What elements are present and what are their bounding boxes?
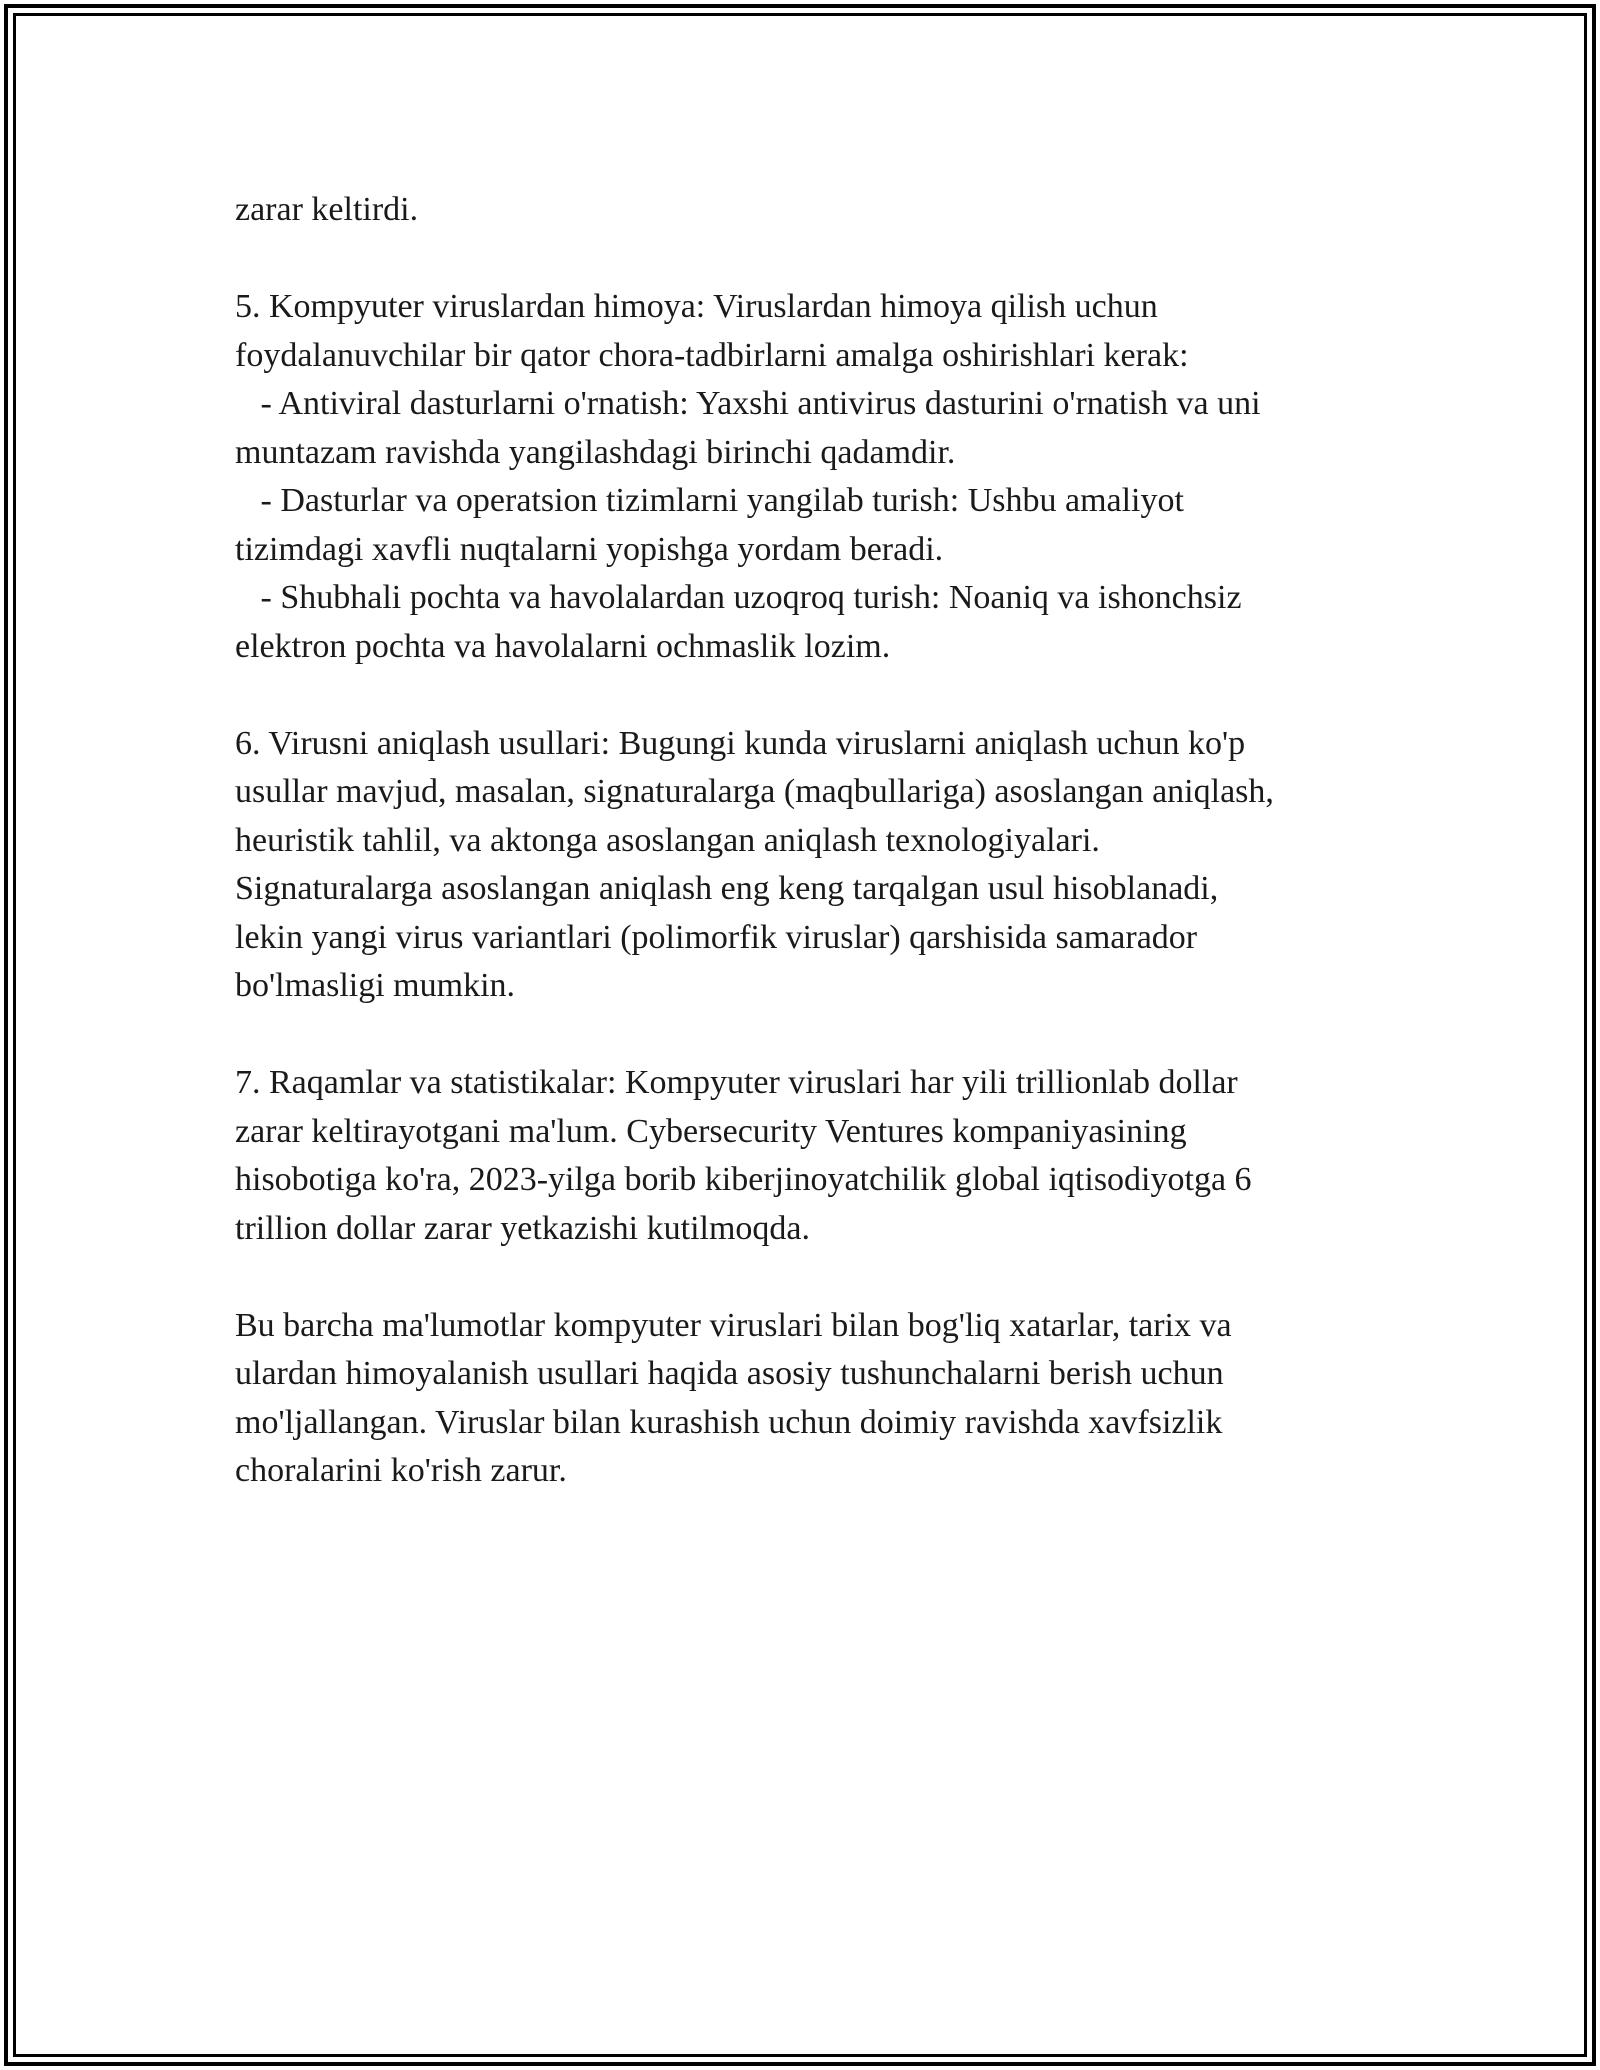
document-body — [235, 186, 1375, 1496]
paragraph-intro-tail — [235, 186, 1375, 235]
section-heading-line: 7. Raqamlar va statistikalar: Kompyuter viruslari har yili trillionlab dollar — [235, 1064, 1238, 1101]
text-line: bo'lmasligi mumkin. — [235, 967, 516, 1004]
paragraph-section-7 — [235, 1059, 1375, 1253]
text-line: usullar mavjud, masalan, signaturalarga (maqbullariga) asoslangan aniqlash, — [235, 773, 1274, 810]
paragraph-conclusion — [235, 1302, 1375, 1496]
text-line: Signaturalarga asoslangan aniqlash eng keng tarqalgan usul hisoblanadi, — [235, 870, 1219, 907]
text-line: mo'ljallangan. Viruslar bilan kurashish uchun doimiy ravishda xavfsizlik — [235, 1403, 1223, 1441]
text-line: heuristik tahlil, va aktonga asoslangan aniqlash texnologiyalari. — [235, 821, 1100, 859]
text-line: Bu barcha ma'lumotlar kompyuter viruslari bilan bog'liq xatarlar, tarix va — [235, 1306, 1232, 1344]
text-line: choralarini ko'rish zarur. — [235, 1452, 567, 1489]
bullet-line: - Dasturlar va operatsion tizimlarni yangilab turish: Ushbu amaliyot — [235, 482, 1184, 519]
text-line: tizimdagi xavfli nuqtalarni yopishga yordam beradi. — [235, 530, 944, 568]
text-line: elektron pochta va havolalarni ochmaslik lozim. — [235, 627, 891, 665]
text-line: zarar keltirdi. — [235, 191, 419, 228]
text-line: foydalanuvchilar bir qator chora-tadbirlarni amalga oshirishlari kerak: — [235, 336, 1189, 374]
text-line: ulardan himoyalanish usullari haqida asosiy tushunchalarni berish uchun — [235, 1355, 1224, 1392]
text-line: hisobotiga ko'ra, 2023-yilga borib kiberjinoyatchilik global iqtisodiyotga 6 — [235, 1161, 1252, 1198]
paragraph-section-6 — [235, 720, 1375, 1011]
text-line: zarar keltirayotgani ma'lum. Cybersecurity Ventures kompaniyasining — [235, 1112, 1187, 1150]
bullet-line: - Shubhali pochta va havolalardan uzoqroq turish: Noaniq va ishonchsiz — [235, 579, 1242, 616]
bullet-line: - Antiviral dasturlarni o'rnatish: Yaxshi antivirus dasturini o'rnatish va uni — [235, 385, 1261, 422]
section-heading-line: 6. Virusni aniqlash usullari: Bugungi kunda viruslarni aniqlash uchun ko'p — [235, 724, 1246, 762]
text-line: muntazam ravishda yangilashdagi birinchi qadamdir. — [235, 433, 956, 471]
section-heading-line: 5. Kompyuter viruslardan himoya: Viruslardan himoya qilish uchun — [235, 288, 1158, 325]
paragraph-section-5 — [235, 283, 1375, 671]
text-line: lekin yangi virus variantlari (polimorfik viruslar) qarshisida samarador — [235, 918, 1198, 956]
text-line: trillion dollar zarar yetkazishi kutilmoqda. — [235, 1209, 810, 1247]
